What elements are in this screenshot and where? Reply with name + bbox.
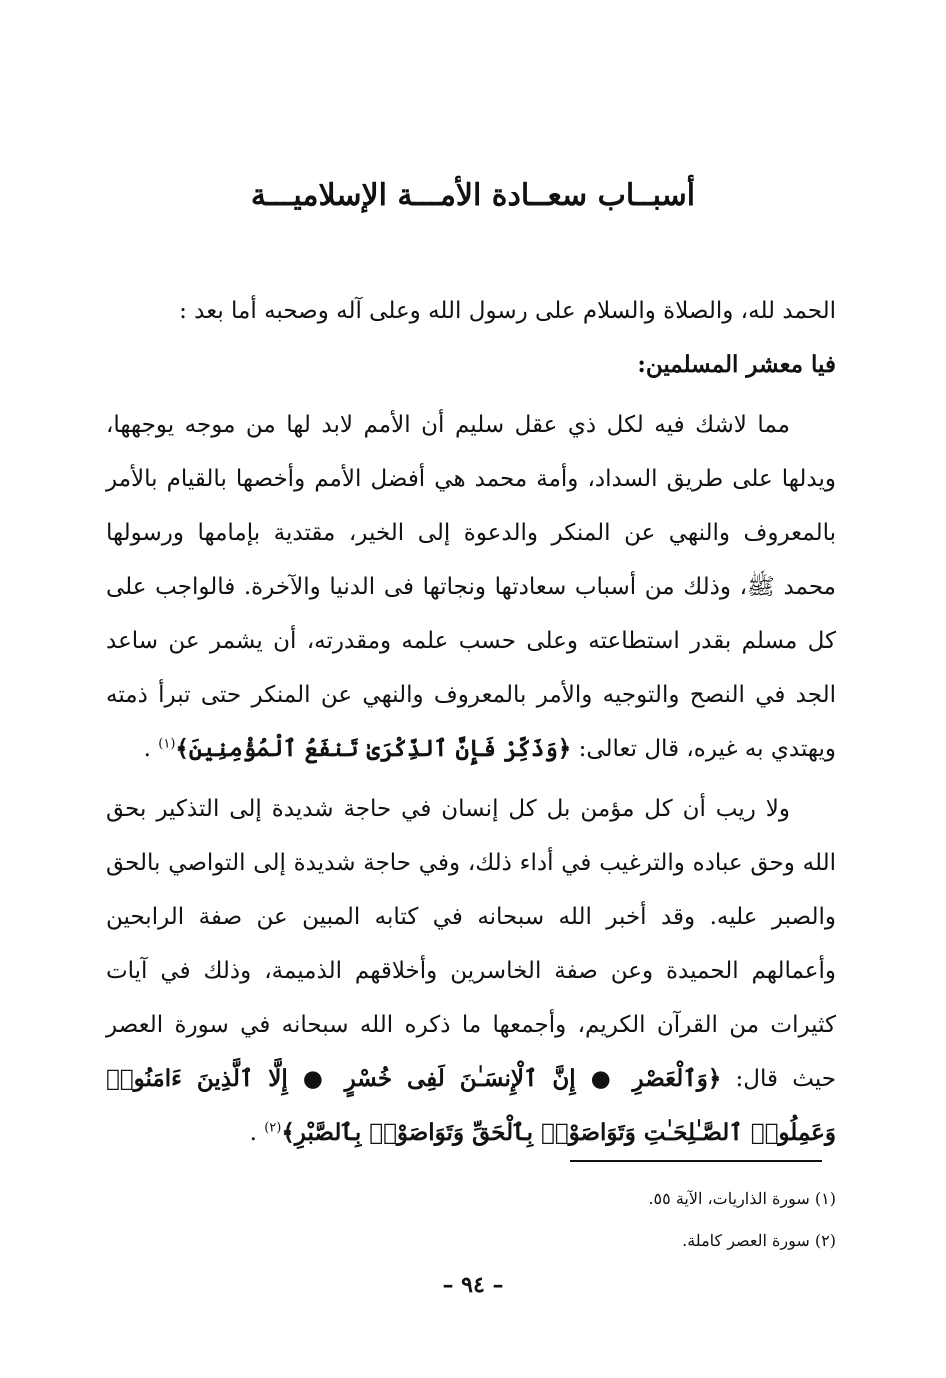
footnote-ref-1: (١) — [158, 736, 176, 752]
footnote-2: (٢) سورة العصر كاملة. — [682, 1231, 836, 1250]
paragraph-1-end: . — [143, 736, 159, 762]
footnotes — [106, 1178, 836, 1262]
opening-address: فيا معشر المسلمين: — [637, 351, 836, 378]
page-number: – ٩٤ – — [442, 1272, 504, 1298]
paragraph-2-end: . — [249, 1120, 265, 1146]
paragraph-2-text: ولا ريب أن كل مؤمن بل كل إنسان في حاجة شديدة إلى التذكير بحق الله وحق عباده والترغيب في أداء ذلك، وفي حاجة شديدة إلى التواصي بالحق والصبر عليه. وقد أخبر الله سبحانه في كتابه المبين عن صفة الرابحين وأعمالهم الحميدة وعن صفة الخاسرين وأخلاقهم الذميمة، وذلك في آيات كثيرات من القرآن الكريم، وأجمعها ما ذكره الله سبحانه في سورة العصر حيث قال: — [106, 796, 836, 1092]
paragraph-1 — [106, 398, 836, 776]
footnote-1: (١) سورة الذاريات، الآية ٥٥. — [648, 1189, 836, 1208]
main-text — [106, 284, 836, 1160]
page-title: أسبــاب سعــادة الأمـــة الإسلاميـــة — [250, 178, 696, 213]
quran-verse-2: ﴿وَٱلْعَصْرِ ● إِنَّ ٱلْإِنسَـٰنَ لَفِى خُسْرٍ ● إِلَّا ٱلَّذِينَ ءَامَنُوا۟ وَعَمِلُوا۟ ٱلصَّـٰلِحَـٰتِ وَتَوَاصَوْا۟ بِٱلْحَقِّ وَتَوَاصَوْا۟ بِٱلصَّبْرِ﴾ — [106, 1065, 836, 1146]
footnote-divider — [570, 1160, 822, 1162]
opening-line: الحمد لله، والصلاة والسلام على رسول الله وعلى آله وصحبه أما بعد : — [179, 298, 836, 324]
footnote-ref-2: (٢) — [264, 1120, 282, 1136]
paragraph-1-text: مما لاشك فيه لكل ذي عقل سليم أن الأمم لابد لها من موجه يوجهها، ويدلها على طريق السداد، وأمة محمد هي أفضل الأمم وأخصها بالقيام بالأمر بالمعروف والنهي عن المنكر والدعوة إلى الخير، مقتدية بإمامها ورسولها محمد ﷺ، وذلك من أسباب سعادتها ونجاتها فى الدنيا والآخرة. فالواجب على كل مسلم بقدر استطاعته وعلى حسب علمه ومقدرته، أن يشمر عن ساعد الجد في النصح والتوجيه والأمر بالمعروف والنهي عن المنكر حتى تبرأ ذمته ويهتدي به غيره، قال تعالى: — [106, 412, 836, 762]
quran-verse-1: ﴿وَذَكِّرْ فَإِنَّ ٱلذِّكْرَىٰ تَنفَعُ ٱلْمُؤْمِنِينَ﴾ — [175, 735, 572, 762]
paragraph-2 — [106, 782, 836, 1160]
